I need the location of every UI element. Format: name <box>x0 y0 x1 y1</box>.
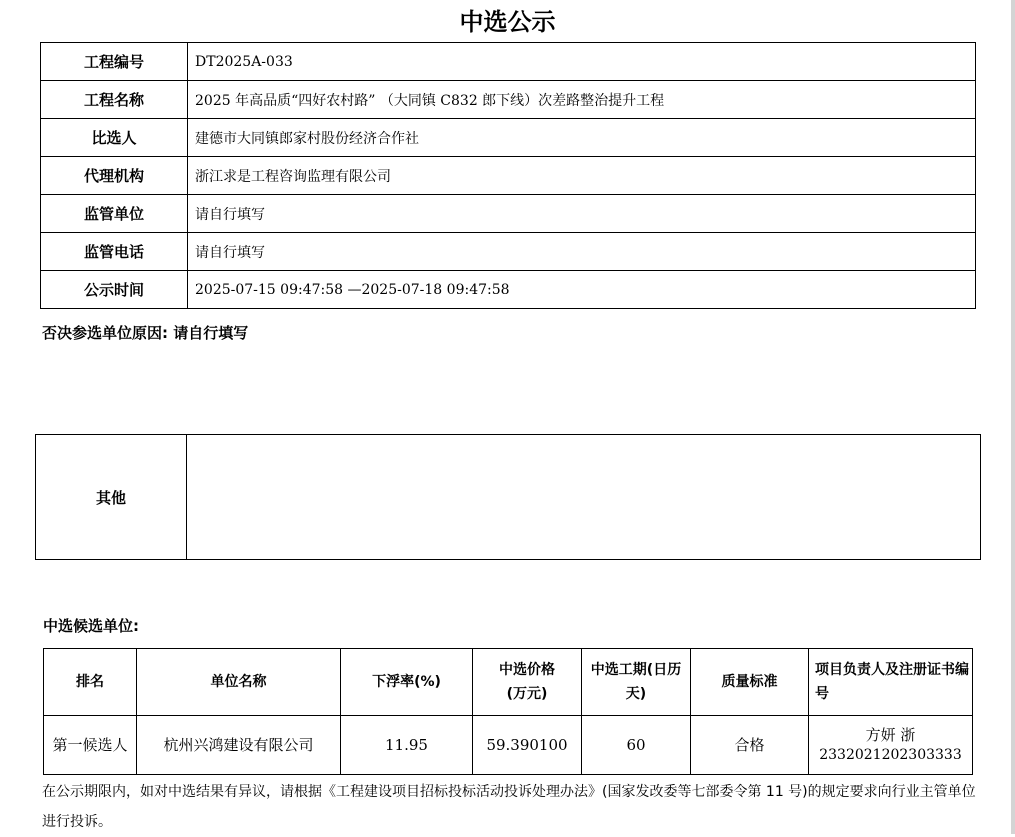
info-row <box>41 233 976 271</box>
info-row <box>41 271 976 309</box>
header-manager: 项目负责人及注册证书编号 <box>809 649 973 716</box>
publicity-period: 2025-07-15 09:47:58 —2025-07-18 09:47:58 <box>188 271 976 309</box>
selector-name: 建德市大同镇郎家村股份经济合作社 <box>188 119 976 157</box>
candidate-rank: 第一候选人 <box>44 716 137 775</box>
info-row <box>41 195 976 233</box>
candidate-manager-cert: 2332021202303333 <box>819 747 962 763</box>
reject-reason <box>42 322 248 343</box>
info-label: 监管电话 <box>41 233 188 271</box>
supervisor-unit: 请自行填写 <box>188 195 976 233</box>
header-quality: 质量标准 <box>691 649 809 716</box>
candidate-manager-name: 方妍 浙 <box>865 726 916 744</box>
table-row <box>44 716 973 775</box>
info-row <box>41 119 976 157</box>
candidate-company: 杭州兴鸿建设有限公司 <box>137 716 341 775</box>
project-number: DT2025A-033 <box>188 43 976 81</box>
other-value <box>187 435 981 560</box>
header-price-line2: (万元) <box>506 686 548 702</box>
reject-reason-value: 请自行填写 <box>173 324 249 342</box>
reject-reason-label: 否决参选单位原因: <box>42 324 168 342</box>
other-table <box>35 434 981 560</box>
page-title: 中选公示 <box>459 7 556 36</box>
candidate-period: 60 <box>582 716 691 775</box>
header-company: 单位名称 <box>137 649 341 716</box>
info-row <box>41 43 976 81</box>
header-period: 中选工期(日历天) <box>582 649 691 716</box>
info-row <box>41 157 976 195</box>
header-rate: 下浮率(%) <box>341 649 473 716</box>
info-label: 工程编号 <box>41 43 188 81</box>
info-label: 公示时间 <box>41 271 188 309</box>
table-header-row <box>44 649 973 716</box>
header-rank: 排名 <box>44 649 137 716</box>
info-label: 比选人 <box>41 119 188 157</box>
project-info-table <box>40 42 976 309</box>
candidate-rate: 11.95 <box>341 716 473 775</box>
complaint-notice: 在公示期限内，如对中选结果有异议，请根据《工程建设项目招标投标活动投诉处理办法》(国家发改委等七部委令第 11 号)的规定要求向行业主管单位进行投诉。 <box>42 784 976 830</box>
header-price <box>473 649 582 716</box>
other-label: 其他 <box>36 435 187 560</box>
info-label: 代理机构 <box>41 157 188 195</box>
supervisor-phone: 请自行填写 <box>188 233 976 271</box>
candidate-manager <box>809 716 973 775</box>
info-label: 监管单位 <box>41 195 188 233</box>
scrollbar-edge <box>1011 0 1015 834</box>
info-label: 工程名称 <box>41 81 188 119</box>
agency-name: 浙江求是工程咨询监理有限公司 <box>188 157 976 195</box>
candidate-quality: 合格 <box>691 716 809 775</box>
candidate-price: 59.390100 <box>473 716 582 775</box>
header-price-line1: 中选价格 <box>499 662 555 678</box>
candidates-title: 中选候选单位: <box>43 617 139 635</box>
project-name: 2025 年高品质“四好农村路” （大同镇 C832 郎下线）次差路整治提升工程 <box>188 81 976 119</box>
info-row <box>41 81 976 119</box>
candidates-table <box>43 648 973 775</box>
